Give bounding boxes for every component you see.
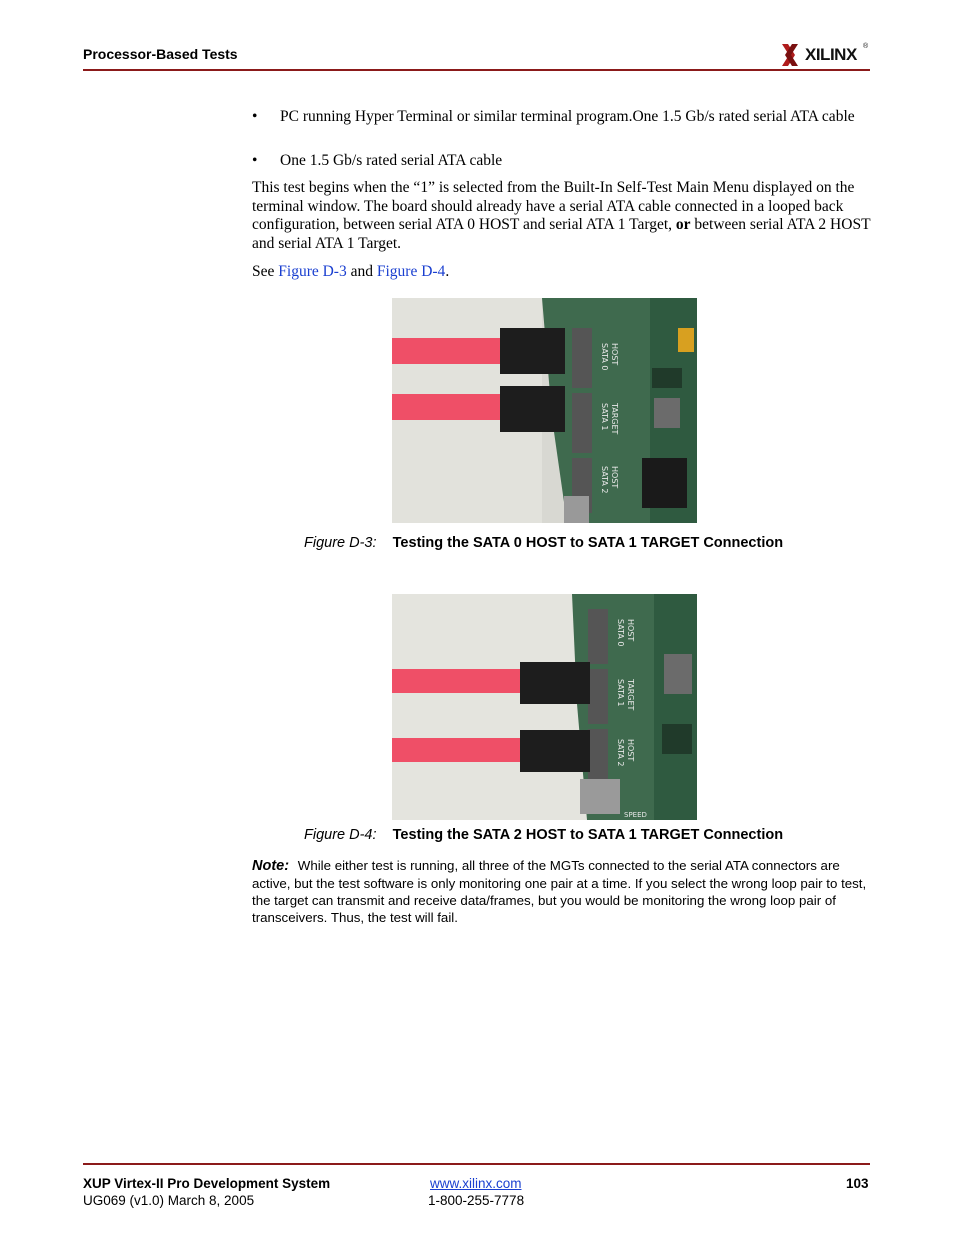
- logo-registered-mark: ®: [863, 43, 869, 50]
- note-label: Note:: [252, 858, 290, 874]
- note-text: While either test is running, all three of the MGTs connected to the serial ATA connectors are active, but the test software is only monitoring one pair at a time. If you select the wrong loop pair to test, the target can transmit and receive data/frames, but you would be monitoring the wrong loop pair of transceivers. Thus, the test will fail.: [252, 858, 867, 925]
- paragraph-text: This test begins when the “1” is selected from the Built-In Self-Test Main Menu displayed on the terminal window. The board should already have a serial ATA cable connected in a looped back configuration, between serial ATA 0 HOST and serial ATA 1 Target,: [252, 179, 855, 234]
- figure-d3-caption: [304, 535, 783, 551]
- silk-label: HOST: [610, 466, 619, 489]
- silk-label: TARGET: [626, 679, 635, 711]
- body-paragraph: [252, 179, 872, 254]
- silk-label: TARGET: [610, 403, 619, 435]
- footer-phone: 1-800-255-7778: [428, 1193, 525, 1208]
- figure-title: Testing the SATA 0 HOST to SATA 1 TARGET Connection: [392, 535, 784, 551]
- silk-label: HOST: [610, 343, 619, 366]
- silk-label: HOST: [626, 619, 635, 642]
- figure-title: Testing the SATA 2 HOST to SATA 1 TARGET Connection: [392, 827, 784, 843]
- paragraph-emphasis: or: [675, 216, 691, 234]
- footer-doc-title: XUP Virtex-II Pro Development System: [83, 1176, 331, 1191]
- silk-label: SATA 0: [616, 619, 625, 647]
- page-number: 103: [846, 1176, 869, 1191]
- figure-label: Figure D-3:: [304, 535, 377, 551]
- bullet-marker: •: [252, 152, 258, 169]
- note-block: [252, 857, 872, 926]
- figure-label: Figure D-4:: [304, 827, 377, 843]
- silk-label: SATA 2: [616, 739, 625, 767]
- silk-label: SATA 2: [600, 466, 609, 494]
- silk-label: HOST: [626, 739, 635, 762]
- figure-d4-photo: [392, 594, 697, 820]
- footer-rule: [83, 1163, 870, 1165]
- figure-d3-photo: [392, 298, 697, 523]
- running-header-title: Processor-Based Tests: [83, 46, 238, 62]
- paragraph-text: between serial ATA 2 HOST and serial ATA 1 Target.: [252, 216, 871, 253]
- footer-doc-id: UG069 (v1.0) March 8, 2005: [83, 1193, 255, 1208]
- figure-reference-line: [252, 263, 872, 282]
- figure-d3-link[interactable]: Figure D-3: [278, 263, 347, 280]
- silk-label: SATA 1: [600, 403, 609, 431]
- see-middle: and: [350, 263, 373, 280]
- see-suffix: .: [445, 263, 450, 280]
- silk-label: SPEED: [624, 811, 647, 819]
- figure-d4-link[interactable]: Figure D-4: [376, 263, 446, 280]
- bullet-item: One 1.5 Gb/s rated serial ATA cable: [280, 152, 503, 169]
- silk-label: SATA 0: [600, 343, 609, 371]
- logo-wordmark: XILINX: [805, 45, 857, 64]
- bullet-marker: •: [252, 108, 258, 125]
- see-prefix: See: [252, 263, 275, 280]
- bullet-item: PC running Hyper Terminal or similar terminal program.One 1.5 Gb/s rated serial ATA cable: [280, 108, 855, 125]
- figure-d4-caption: [304, 827, 783, 843]
- header-rule: [83, 69, 870, 71]
- silk-label: SATA 1: [616, 679, 625, 707]
- footer-url-link[interactable]: www.xilinx.com: [430, 1176, 522, 1191]
